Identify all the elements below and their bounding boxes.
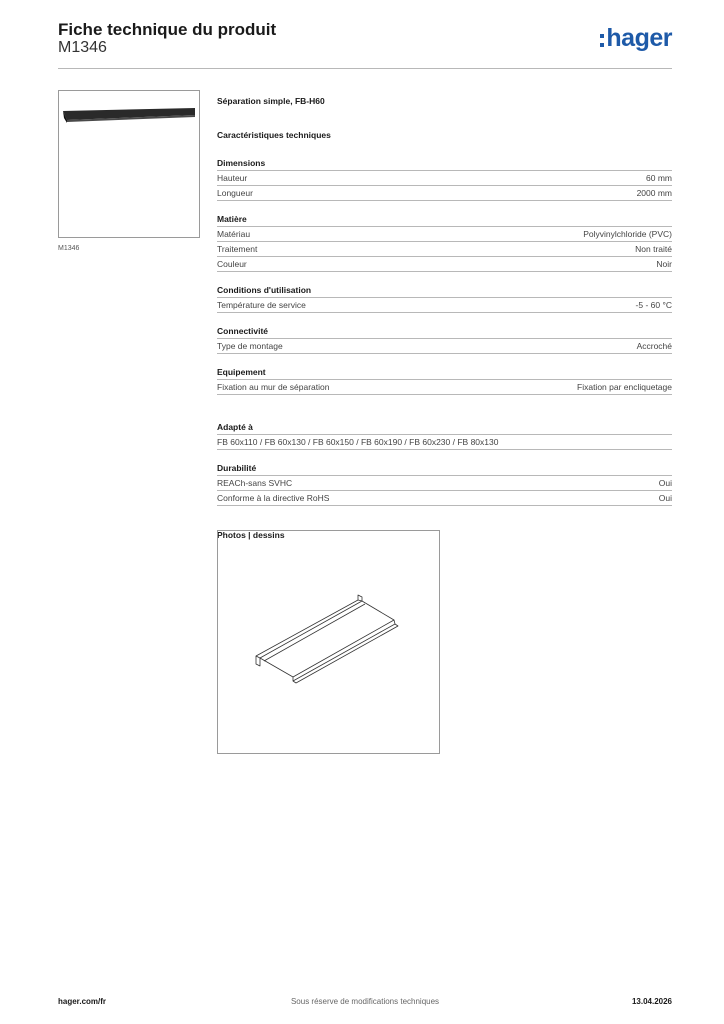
spec-row — [217, 257, 672, 272]
footer-website-link[interactable]: hager.com/fr — [58, 997, 107, 1006]
spec-group-connectivity — [217, 325, 672, 354]
spec-row — [217, 242, 672, 257]
durability-title: Durabilité — [217, 462, 672, 476]
spec-label: Traitement — [217, 244, 258, 254]
footer-date: 13.04.2026 — [631, 997, 672, 1006]
spec-label: Matériau — [217, 229, 251, 239]
spec-value: Oui — [658, 493, 672, 503]
page-title: Fiche technique du produit — [58, 20, 277, 39]
logo-colon-icon — [600, 34, 604, 47]
spec-row — [217, 476, 672, 491]
spec-group-title: Equipement — [217, 366, 672, 380]
spec-row — [217, 298, 672, 313]
spec-value: 2000 mm — [636, 188, 672, 198]
spec-row — [217, 227, 672, 242]
spec-group-dimensions — [217, 157, 672, 201]
spec-value: Oui — [658, 478, 672, 488]
header-divider — [58, 68, 672, 69]
spec-group-title: Connectivité — [217, 325, 672, 339]
spec-value: Accroché — [636, 341, 672, 351]
spec-label: Type de montage — [217, 341, 283, 351]
spec-label: Longueur — [217, 188, 253, 198]
spec-group-title: Matière — [217, 213, 672, 227]
product-photo — [58, 90, 200, 238]
spec-value: Non traité — [635, 244, 672, 254]
spec-group-title: Conditions d'utilisation — [217, 284, 672, 298]
compat-group — [217, 421, 672, 450]
spec-label: Hauteur — [217, 173, 248, 183]
spec-row — [217, 171, 672, 186]
product-photo-caption: M1346 — [58, 245, 80, 252]
spec-row — [217, 380, 672, 395]
spec-label: Température de service — [217, 300, 306, 310]
spec-value: Noir — [656, 259, 672, 269]
spec-row — [217, 339, 672, 354]
product-name: Séparation simple, FB-H60 — [217, 96, 325, 106]
compat-value: FB 60x110 / FB 60x130 / FB 60x150 / FB 60x190 / FB 60x230 / FB 80x130 — [217, 437, 499, 447]
product-reference: M1346 — [58, 39, 107, 56]
spec-value: Fixation par encliquetage — [577, 382, 672, 392]
durability-group — [217, 462, 672, 506]
spec-row — [217, 186, 672, 201]
page-header — [58, 20, 672, 70]
footer-notice: Sous réserve de modifications techniques — [290, 997, 440, 1006]
spec-group-title: Dimensions — [217, 157, 672, 171]
spec-value: 60 mm — [646, 173, 672, 183]
spec-group-material — [217, 213, 672, 272]
logo-text: hager — [606, 24, 672, 52]
spec-label: Conforme à la directive RoHS — [217, 493, 330, 503]
specs-heading: Caractéristiques techniques — [217, 130, 331, 140]
spec-value: -5 - 60 °C — [635, 300, 672, 310]
photos-heading: Photos | dessins — [217, 530, 285, 540]
hager-logo — [600, 26, 672, 51]
spec-group-equipment — [217, 366, 672, 395]
spec-value: Polyvinylchloride (PVC) — [583, 229, 672, 239]
spec-label: REACh-sans SVHC — [217, 478, 293, 488]
spec-row — [217, 491, 672, 506]
compat-row — [217, 435, 672, 450]
spec-label: Fixation au mur de séparation — [217, 382, 330, 392]
technical-drawing — [217, 530, 440, 754]
spec-group-conditions — [217, 284, 672, 313]
spec-label: Couleur — [217, 259, 247, 269]
spec-content — [217, 96, 672, 540]
separator-rail-image — [59, 91, 199, 237]
compat-title: Adapté à — [217, 421, 672, 435]
separator-line-drawing — [218, 531, 439, 753]
